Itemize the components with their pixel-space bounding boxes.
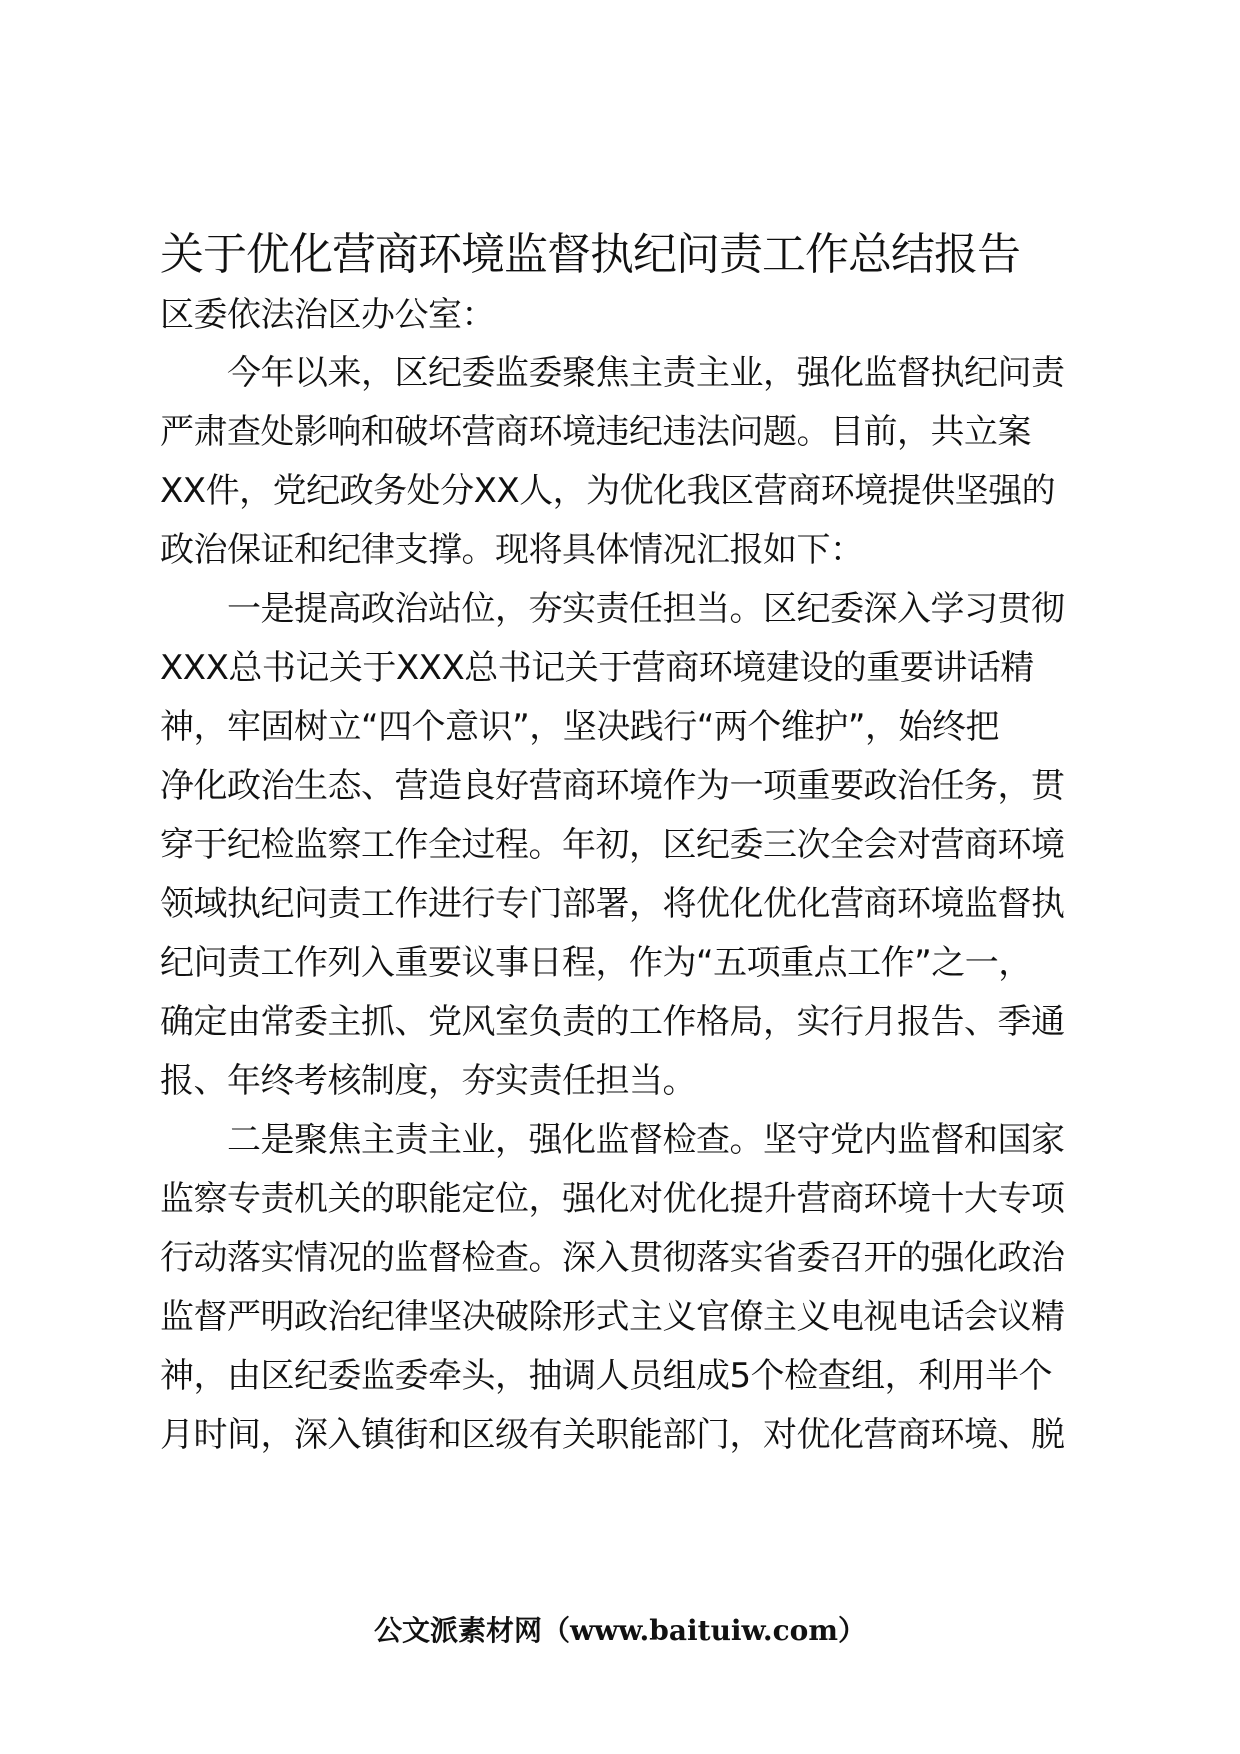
body-line: 确定由常委主抓、党风室负责的工作格局，实行月报告、季通 — [160, 1002, 1065, 1042]
document-title: 关于优化营商环境监督执纪问责工作总结报告 — [160, 229, 1020, 280]
body-line: 政治保证和纪律支撑。现将具体情况汇报如下： — [160, 530, 864, 570]
body-line: 今年以来，区纪委监委聚焦主责主业，强化监督执纪问责 — [160, 353, 1065, 393]
body-line: 监察专责机关的职能定位，强化对优化提升营商环境十大专项 — [160, 1179, 1065, 1219]
body-line: 神，由区纪委监委牵头，抽调人员组成5个检查组，利用半个 — [160, 1356, 1053, 1396]
body-line: 穿于纪检监察工作全过程。年初，区纪委三次全会对营商环境 — [160, 825, 1065, 865]
body-line: 二是聚焦主责主业，强化监督检查。坚守党内监督和国家 — [160, 1120, 1065, 1160]
body-line: 神，牢固树立“四个意识”，坚决践行“两个维护”，始终把 — [160, 707, 999, 747]
body-line: XXX总书记关于XXX总书记关于营商环境建设的重要讲话精 — [160, 648, 1034, 688]
body-line: 行动落实情况的监督检查。深入贯彻落实省委召开的强化政治 — [160, 1238, 1065, 1278]
body-line: XX件，党纪政务处分XX人，为优化我区营商环境提供坚强的 — [160, 471, 1056, 511]
body-line: 领域执纪问责工作进行专门部署，将优化优化营商环境监督执 — [160, 884, 1065, 924]
body-line: 一是提高政治站位，夯实责任担当。区纪委深入学习贯彻 — [160, 589, 1065, 629]
body-line: 严肃查处影响和破坏营商环境违纪违法问题。目前，共立案 — [160, 412, 1031, 452]
body-line: 月时间，深入镇街和区级有关职能部门，对优化营商环境、脱 — [160, 1415, 1065, 1455]
body-line: 报、年终考核制度，夯实责任担当。 — [160, 1061, 696, 1101]
body-line: 纪问责工作列入重要议事日程，作为“五项重点工作”之一， — [160, 943, 1032, 983]
body-line: 监督严明政治纪律坚决破除形式主义官僚主义电视电话会议精 — [160, 1297, 1065, 1337]
footer-source: 公文派素材网（www.baituiw.com） — [374, 1614, 866, 1647]
body-line: 净化政治生态、营造良好营商环境作为一项重要政治任务，贯 — [160, 766, 1065, 806]
salutation: 区委依法治区办公室： — [160, 295, 495, 335]
